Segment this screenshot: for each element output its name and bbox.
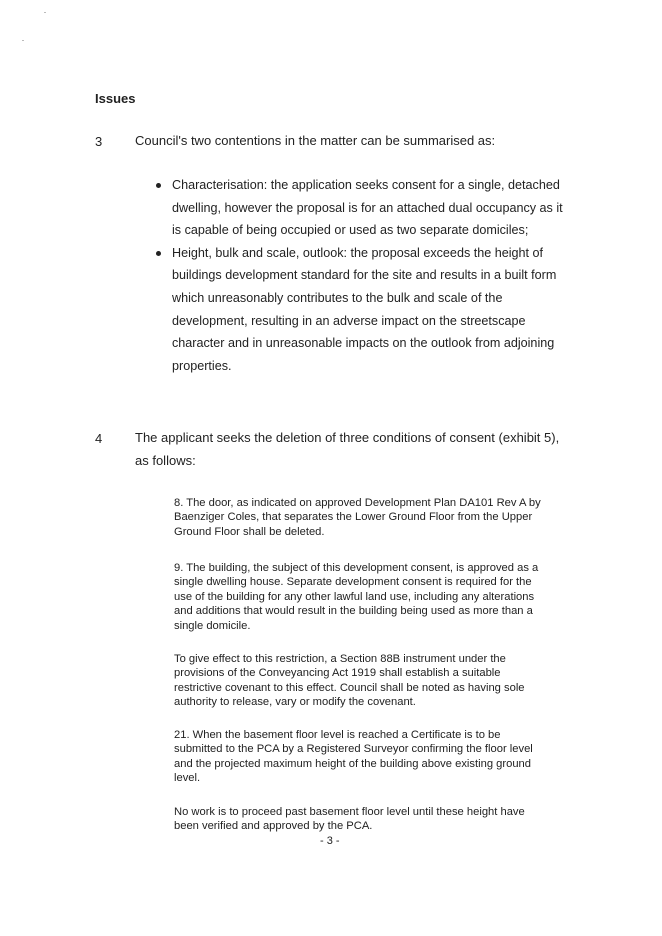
- paragraph-4-line-1: The applicant seeks the deletion of three conditions of consent (exhibit 5),: [135, 430, 560, 445]
- list-item-text: Characterisation: the application seeks consent for a single, detached dwelling, however the proposal is for an attached dual occupancy as it is capable of being occupied or used as two separate domiciles;: [172, 178, 563, 238]
- list-item-text: Height, bulk and scale, outlook: the proposal exceeds the height of buildings development standard for the site and results in a built form which unreasonably contributes to the bulk and scale of the development, resulting in an adverse impact on the streetscape character and in unreasonable impacts on the outlook from adjoining properties.: [172, 245, 557, 373]
- paragraph-4-line-2: as follows:: [135, 453, 196, 468]
- contentions-list: [152, 174, 572, 377]
- section-heading: Issues: [95, 91, 136, 106]
- condition-9: 9. The building, the subject of this development consent, is approved as a single dwelling house. Separate development consent is required for the use of the building for any other lawful land use, including any alterations and additions that would result in the building being used as more than a single domicile.: [174, 562, 539, 632]
- condition-21-height: No work is to proceed past basement floor level until these height have been verified and approved by the PCA.: [174, 806, 525, 833]
- scan-speck: [44, 12, 46, 13]
- condition-9-covenant: To give effect to this restriction, a Section 88B instrument under the provisions of the Conveyancing Act 1919 shall establish a suitable restrictive covenant to this effect. Council shall be noted as having sole authority to release, vary or modify the covenant.: [174, 653, 525, 709]
- condition-8: 8. The door, as indicated on approved Development Plan DA101 Rev A by Baenziger Coles, that separates the Lower Ground Floor from the Upper Ground Floor shall be deleted.: [174, 497, 541, 538]
- list-item: [152, 174, 572, 242]
- bullet-icon: [156, 251, 161, 256]
- scan-speck: [22, 40, 24, 41]
- paragraph-3-text: Council's two contentions in the matter can be summarised as:: [135, 133, 496, 148]
- paragraph-number-4: 4: [95, 431, 103, 446]
- condition-21: 21. When the basement floor level is reached a Certificate is to be submitted to the PCA by a Registered Surveyor confirming the floor level and the projected maximum height of the building above existing ground level.: [174, 729, 533, 785]
- paragraph-number-3: 3: [95, 134, 103, 149]
- bullet-icon: [156, 183, 161, 188]
- list-item: [152, 242, 572, 378]
- page-number: - 3 -: [320, 835, 340, 847]
